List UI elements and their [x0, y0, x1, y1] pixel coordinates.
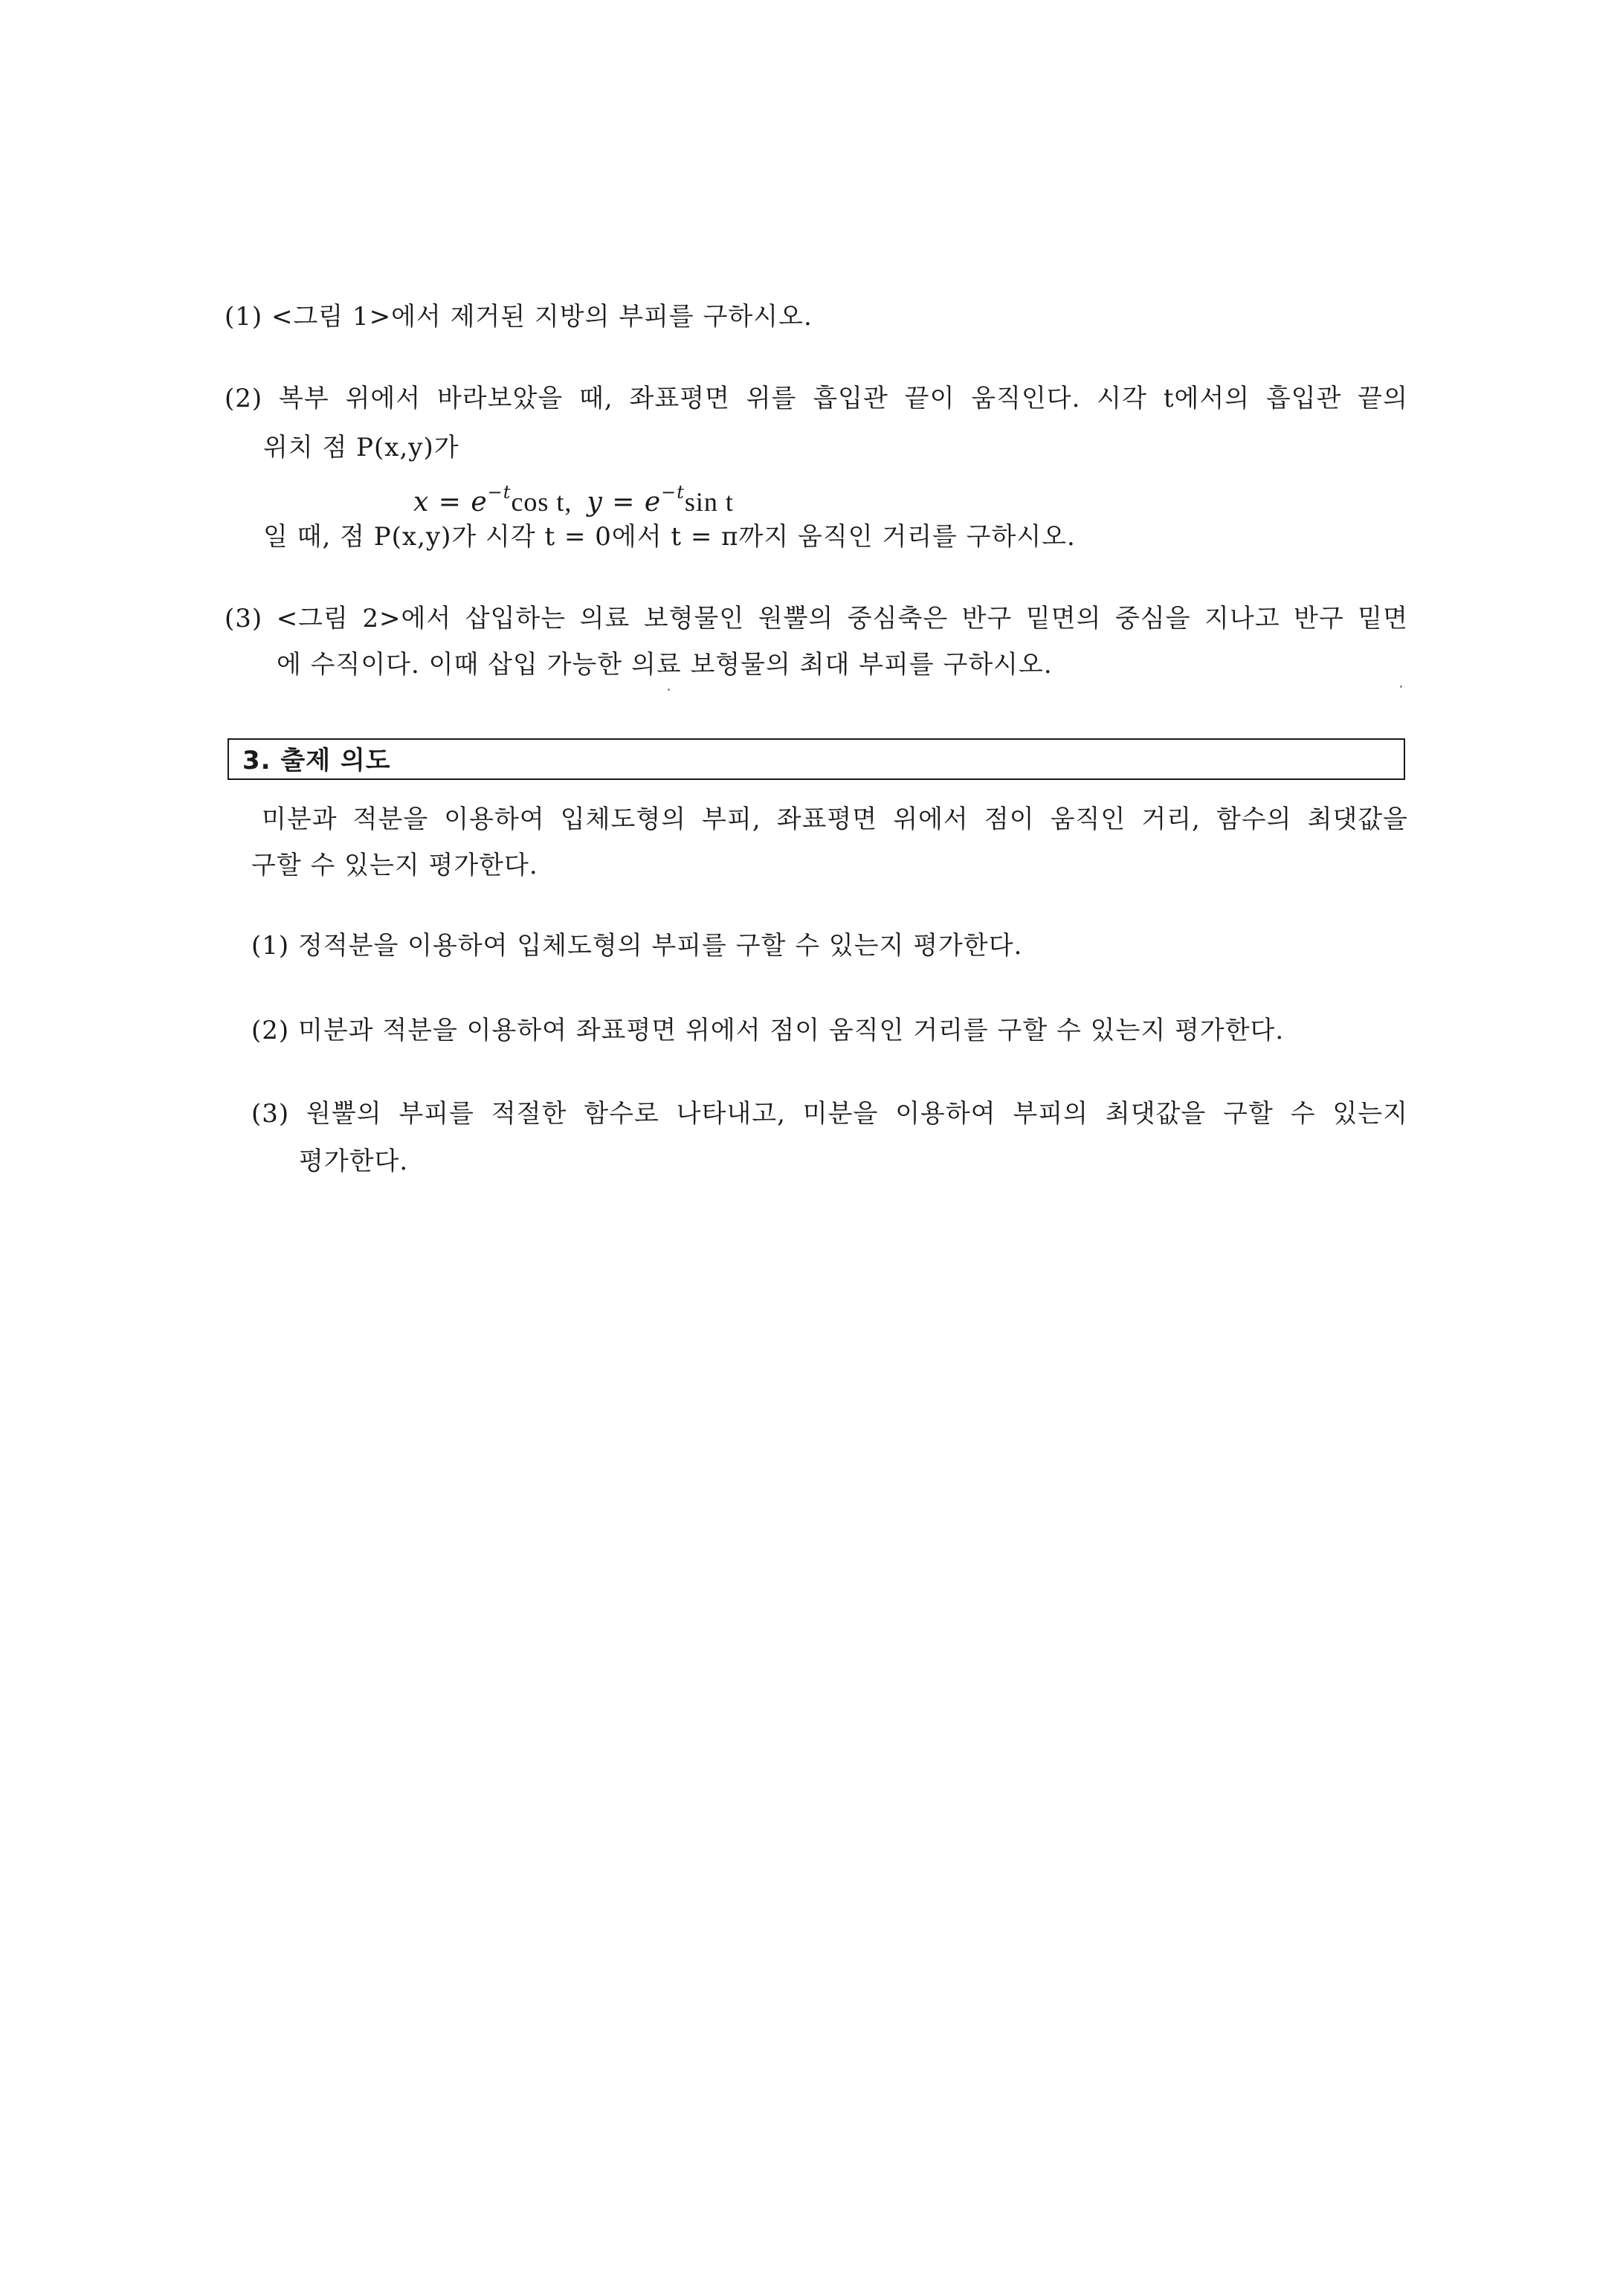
section-3-item-3-line-1: (3) 원뿔의 부피를 적절한 함수로 나타내고, 미분을 이용하여 부피의 최댓값을 구할 수 있는지 — [251, 1099, 1408, 1129]
question-3-line-1: (3) <그림 2>에서 삽입하는 의료 보형물인 원뿔의 중심축은 반구 밑면의 중심을 지나고 반구 밑면 — [225, 604, 1408, 633]
section-3-item-1: (1) 정적분을 이용하여 입체도형의 부피를 구할 수 있는지 평가한다. — [251, 931, 1023, 961]
question-2-line-1: (2) 복부 위에서 바라보았을 때, 좌표평면 위를 흡입관 끝이 움직인다. 시각 t에서의 흡입관 끝의 — [225, 384, 1408, 413]
section-3-item-3-line-2: 평가한다. — [299, 1147, 409, 1176]
question-2-line-2: 위치 점 P(x,y)가 — [263, 433, 459, 462]
section-3-header-box — [228, 738, 1405, 780]
formula-y-tail: sin t — [684, 487, 734, 517]
scan-speck — [1400, 686, 1402, 688]
question-1: (1) <그림 1>에서 제거된 지방의 부피를 구하시오. — [225, 302, 813, 332]
question-2-formula — [413, 479, 734, 519]
question-3-line-2: 에 수직이다. 이때 삽입 가능한 의료 보형물의 최대 부피를 구하시오. — [277, 650, 1053, 680]
section-3-intro-line-1: 미분과 적분을 이용하여 입체도형의 부피, 좌표평면 위에서 점이 움직인 거리, 함수의 최댓값을 — [262, 804, 1408, 834]
formula-x-tail: cos t, — [511, 487, 572, 517]
section-3-title: 3. 출제 의도 — [242, 746, 391, 775]
formula-y-exponent: −t — [661, 482, 685, 503]
section-3-item-2: (2) 미분과 적분을 이용하여 좌표평면 위에서 점이 움직인 거리를 구할 수 있는지 평가한다. — [251, 1016, 1285, 1045]
formula-y-part: y = e — [587, 487, 662, 517]
question-2-line-3: 일 때, 점 P(x,y)가 시각 t = 0에서 t = π까지 움직인 거리를 구하시오. — [263, 522, 1076, 552]
formula-x-exponent: −t — [487, 482, 512, 503]
section-3-intro-line-2: 구할 수 있는지 평가한다. — [251, 851, 538, 880]
formula-x-part: x = e — [413, 487, 488, 517]
scan-speck — [668, 689, 670, 691]
